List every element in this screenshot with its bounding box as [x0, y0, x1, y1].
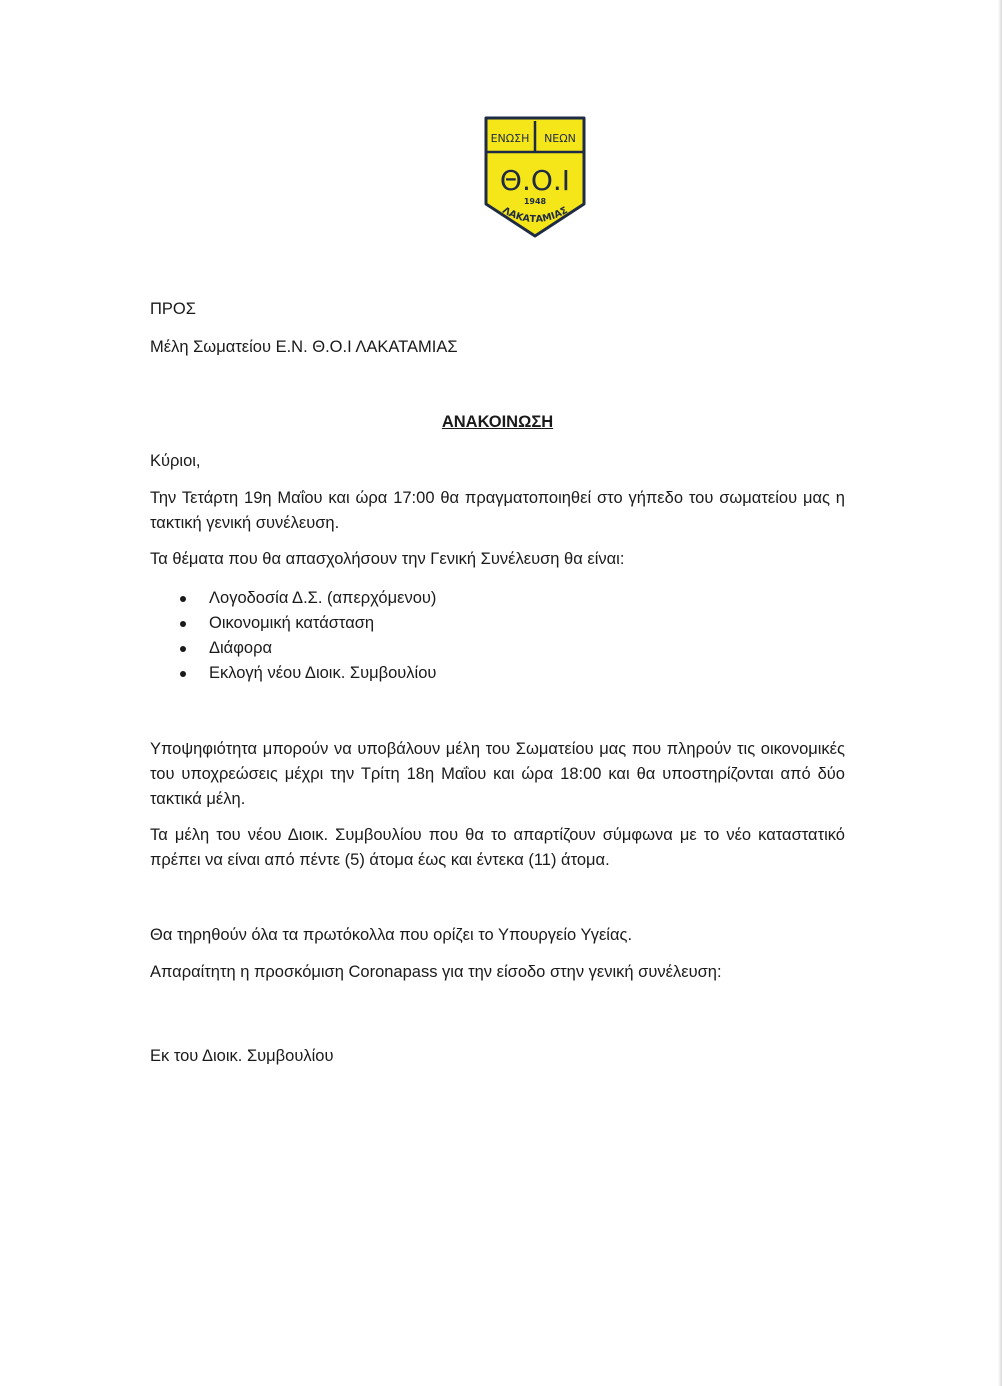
signature: Εκ του Διοικ. Συμβουλίου — [150, 1047, 334, 1065]
board-size-paragraph: Τα μέλη του νέου Διοικ. Συμβουλίου που θα το απαρτίζουν σύμφωνα με το νέο καταστατικό πρέπει να είναι από πέντε (5) άτομα έως και έντεκα (11) άτομα. — [150, 826, 845, 869]
agenda-item-label: Οικονομική κατάσταση — [209, 614, 375, 632]
crest-year-text: 1948 — [523, 197, 547, 206]
coronapass-paragraph: Απαραίτητη η προσκόμιση Coronapass για την είσοδο στην γενική συνέλευση: — [150, 963, 722, 981]
greeting: Κύριοι, — [150, 452, 201, 470]
agenda-item — [150, 586, 845, 611]
topics-intro: Τα θέματα που θα απασχολήσουν την Γενική Συνέλευση θα είναι: — [150, 550, 625, 568]
candidacy-paragraph: Υποψηφιότητα μπορούν να υποβάλουν μέλη του Σωματείου μας που πληρούν τις οικονομικές του υποχρεώσεις μέχρι την Τρίτη 18η Μαΐου και ώρα 18:00 και θα υποστηρίζονται από δύο τακτικά μέλη. — [150, 740, 845, 808]
crest-bottom-text: ΛΑΚΑΤΑΜΙΑΣ — [500, 204, 570, 226]
announcement-title: ΑΝΑΚΟΙΝΩΣΗ — [441, 413, 554, 431]
agenda-item-label: Διάφορα — [209, 639, 273, 657]
protocols-paragraph: Θα τηρηθούν όλα τα πρωτόκολλα που ορίζει το Υπουργείο Υγείας. — [150, 926, 633, 944]
agenda-item — [150, 636, 845, 661]
agenda-list — [150, 586, 845, 686]
bullet-icon — [180, 671, 186, 677]
bullet-icon — [180, 646, 186, 652]
recipient-label: ΠΡΟΣ — [150, 300, 196, 318]
agenda-item — [150, 611, 845, 636]
club-crest-logo — [480, 112, 590, 242]
recipient-name: Μέλη Σωματείου Ε.Ν. Θ.Ο.Ι ΛΑΚΑΤΑΜΙΑΣ — [150, 338, 458, 356]
bullet-icon — [180, 596, 186, 602]
page-edge-shadow — [998, 0, 1002, 1386]
crest-top-right-text: ΝΕΩΝ — [544, 132, 576, 145]
agenda-item-label: Εκλογή νέου Διοικ. Συμβουλίου — [209, 664, 437, 682]
agenda-item-label: Λογοδοσία Δ.Σ. (απερχόμενου) — [209, 589, 437, 607]
meeting-paragraph: Την Τετάρτη 19η Μαΐου και ώρα 17:00 θα πραγματοποιηθεί στο γήπεδο του σωματείου μας η τακτική γενική συνέλευση. — [150, 489, 845, 532]
crest-main-text: Θ.Ο.Ι — [499, 164, 571, 197]
bullet-icon — [180, 621, 186, 627]
agenda-item — [150, 661, 845, 686]
crest-top-left-text: ΕΝΩΣΗ — [490, 132, 530, 145]
